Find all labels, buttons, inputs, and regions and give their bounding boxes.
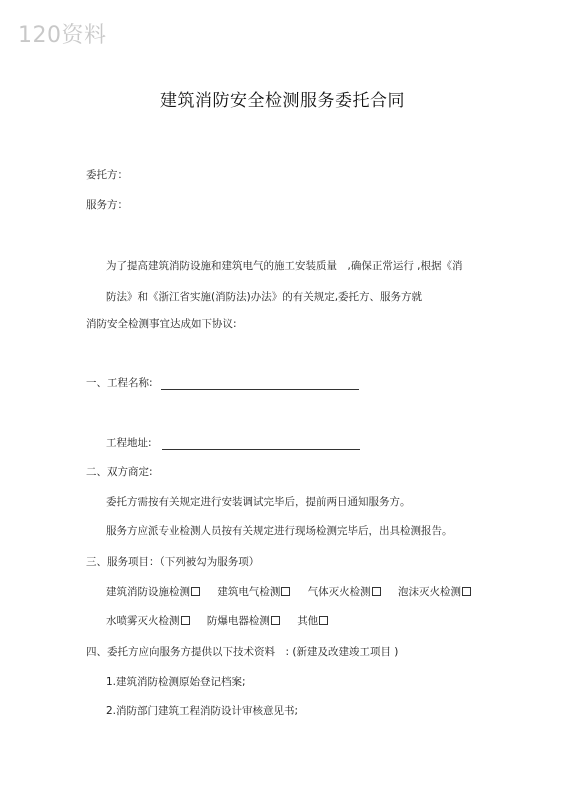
document-title: 建筑消防安全检测服务委托合同 xyxy=(160,91,405,111)
client-label: 委托方： xyxy=(86,169,128,181)
section-4-heading: 四、委托方应向服务方提供以下技术资料 : (新建及改建竣工项目 ) xyxy=(86,646,399,658)
project-name-row xyxy=(86,376,359,390)
section-4-item-2: 2.消防部门建筑工程消防设计审核意见书; xyxy=(106,705,299,717)
intro-line-2: 防法》和《浙江省实施(消防法)办法》的有关规定,委托方、服务方就 xyxy=(106,291,423,303)
section-3-heading: 三、服务项目：（下列被勾为服务项） xyxy=(86,556,260,568)
section-4-item-1: 1.建筑消防检测原始登记档案; xyxy=(106,676,246,688)
intro-line-1: 为了提高建筑消防设施和建筑电气的施工安装质量 ,确保正常运行 ,根据《消 xyxy=(106,260,463,272)
watermark: 120资料 xyxy=(18,23,107,48)
project-address-row xyxy=(106,436,360,450)
checkbox[interactable] xyxy=(462,587,471,596)
service-option[interactable]: 水喷雾灭火检测 xyxy=(106,614,190,628)
service-option[interactable]: 其他 xyxy=(297,614,328,628)
project-address-blank[interactable] xyxy=(162,437,360,450)
section-2-heading: 二、双方商定: xyxy=(86,466,153,478)
service-options-row-2 xyxy=(106,614,328,628)
section-2-para-1: 委托方需按有关规定进行安装调试完毕后，提前两日通知服务方。 xyxy=(106,496,411,508)
checkbox[interactable] xyxy=(191,587,200,596)
provider-label: 服务方： xyxy=(86,199,128,211)
checkbox[interactable] xyxy=(281,587,290,596)
service-option[interactable]: 泡沫灭火检测 xyxy=(398,585,471,599)
checkbox[interactable] xyxy=(271,616,280,625)
service-option[interactable]: 建筑消防设施检测 xyxy=(106,585,200,599)
checkbox[interactable] xyxy=(372,587,381,596)
project-name-blank[interactable] xyxy=(161,377,359,390)
service-option[interactable]: 气体灭火检测 xyxy=(308,585,381,599)
checkbox[interactable] xyxy=(181,616,190,625)
service-option[interactable]: 防爆电器检测 xyxy=(207,614,280,628)
service-options-row-1 xyxy=(106,585,471,599)
service-option[interactable]: 建筑电气检测 xyxy=(217,585,290,599)
project-address-label: 工程地址: xyxy=(106,437,152,449)
intro-line-3: 消防安全检测事宜达成如下协议: xyxy=(86,318,237,330)
section-2-para-2: 服务方应派专业检测人员按有关规定进行现场检测完毕后，出具检测报告。 xyxy=(106,525,453,537)
checkbox[interactable] xyxy=(319,616,328,625)
project-name-label: 一、工程名称: xyxy=(86,377,153,389)
